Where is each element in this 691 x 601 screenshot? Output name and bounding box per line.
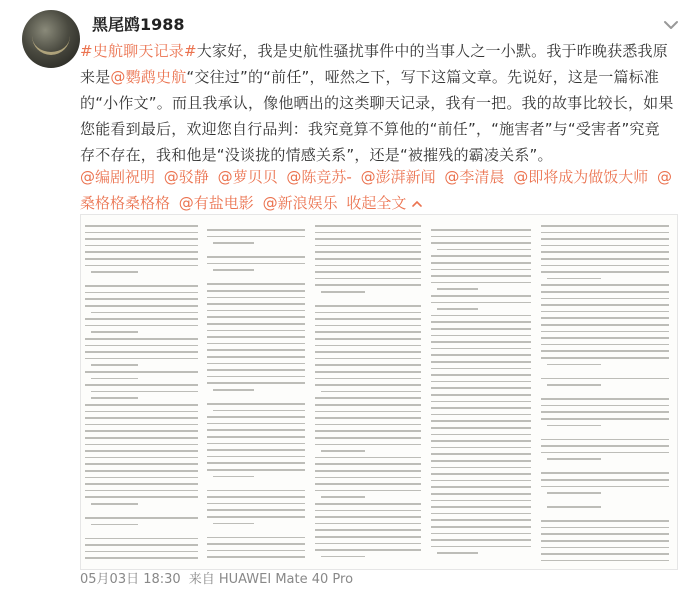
mention-shihang[interactable]: @鹦鹉史航 xyxy=(110,68,187,86)
document-page xyxy=(537,215,677,569)
avatar[interactable] xyxy=(22,10,80,68)
post-date[interactable]: 05月03日 18:30 xyxy=(80,572,181,587)
document-page xyxy=(311,215,429,569)
post-text-part1: 大家好，我是史航性骚扰事件中的当事人之一小默。我于昨晚获悉我原来是 xyxy=(80,42,668,86)
mention-link[interactable]: @李清晨 xyxy=(444,168,505,186)
chevron-down-icon[interactable] xyxy=(660,14,682,36)
mention-link[interactable]: @有盐电影 xyxy=(178,194,254,212)
mention-list xyxy=(80,164,675,216)
post-source: 来自 HUAWEI Mate 40 Pro xyxy=(188,572,354,587)
document-image[interactable] xyxy=(80,214,678,570)
post-text xyxy=(80,38,675,168)
mention-link[interactable]: @澎湃新闻 xyxy=(360,168,436,186)
mention-link[interactable]: @陈竞苏- xyxy=(286,168,352,186)
mention-link[interactable]: @驳静 xyxy=(163,168,209,186)
post-meta xyxy=(80,568,361,587)
mention-link[interactable]: @即将成为做饭大师 xyxy=(513,168,649,186)
mention-link[interactable]: @桑格格桑格格 xyxy=(80,168,672,212)
mention-link[interactable]: @新浪娱乐 xyxy=(262,194,338,212)
chevron-up-icon xyxy=(411,199,423,209)
document-page xyxy=(427,215,539,569)
document-page xyxy=(81,215,206,569)
topic-tag[interactable]: #史航聊天记录# xyxy=(80,42,197,60)
post-text-part2: “交往过”的“前任”，哑然之下，写下这篇文章。先说好，这是一篇标准的“小作文”。而且我承认，像他晒出的这类聊天记录，我有一把。我的故事比较长，如果您能看到最后，欢迎您自行品判：我究竟算不算他的“前任”，“施害者”与“受害者”究竟存不存在，我和他是“没谈拢的情感关系”，还是“被摧残的霸凌关系”。 xyxy=(80,68,674,164)
collapse-text-button[interactable]: 收起全文 xyxy=(346,194,423,212)
username[interactable]: 黑尾鸥1988 xyxy=(92,15,185,34)
mention-link[interactable]: @编剧祝明 xyxy=(80,168,156,186)
mention-link[interactable]: @萝贝贝 xyxy=(217,168,278,186)
document-page xyxy=(203,215,313,569)
